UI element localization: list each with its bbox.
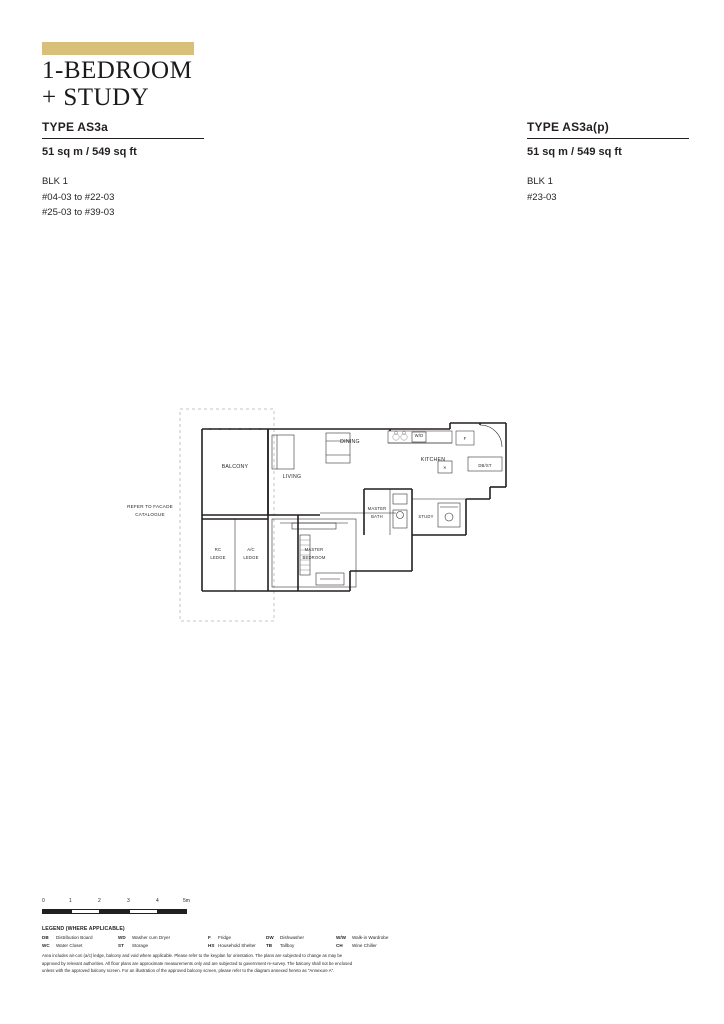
unit-type-block-as3a: [42, 120, 204, 221]
scale-segment: [71, 909, 100, 914]
scale-tick-2: 2: [98, 898, 101, 904]
scale-tick-1: 1: [69, 898, 72, 904]
room-label-study: STUDY: [418, 514, 434, 519]
unit-levels-line-1: #04-03 to #22-03: [42, 191, 115, 203]
disclaimer: [42, 952, 420, 975]
room-label-db-st: DB/ST: [478, 463, 492, 468]
legend-abbr: ST: [118, 942, 124, 948]
page-title-line-1: 1-BEDROOM: [42, 57, 193, 84]
unit-type-name: TYPE AS3a: [42, 120, 109, 134]
disclaimer-line-1: Area includes air-con (a/c) ledge, balcony and void where applicable. Please refer to the keyplan for orientation. The plans are subjected to change as may be: [42, 953, 343, 958]
scale-tick-4: 4: [156, 898, 159, 904]
disclaimer-line-2: approved by relevant authorities. All floor plans are approximate measurements only and are subjected to government re-survey. The balcony shall not be enclosed: [42, 960, 353, 966]
legend-abbr: F: [208, 935, 211, 940]
legend-abbr: DB: [42, 935, 49, 940]
floor-plan-drawing: [150, 395, 580, 635]
legend-desc: Household Shelter: [218, 942, 256, 948]
fixture-label-wc: ✕: [443, 465, 447, 470]
legend-title: LEGEND (WHERE APPLICABLE): [42, 926, 125, 932]
scale-segment: [42, 909, 71, 914]
unit-levels-line-2: #25-03 to #39-03: [42, 207, 115, 219]
scale-segment: [129, 909, 158, 914]
legend: [42, 926, 442, 949]
legend-abbr: DW: [266, 935, 274, 940]
scale-segment: [100, 909, 129, 914]
appliance-label-fridge: F: [463, 436, 467, 441]
legend-abbr: W/W: [336, 935, 346, 940]
scale-segment: [158, 909, 187, 914]
scale-tick-5: 5m: [183, 898, 190, 904]
unit-levels-line-1: #23-03: [527, 191, 557, 203]
room-label-master-bath-line1: MASTER: [367, 506, 387, 511]
legend-desc: Dishwasher: [280, 935, 304, 940]
unit-block: BLK 1: [527, 176, 553, 187]
room-label-master-bath-line2: BATH: [371, 514, 383, 519]
legend-desc: Distribution Board: [56, 935, 93, 940]
unit-block: BLK 1: [42, 176, 68, 187]
room-label-bedroom-line2: BEDROOM: [302, 555, 326, 560]
legend-desc: Wine Chiller: [352, 942, 377, 948]
legend-desc: Tallboy: [280, 942, 295, 948]
legend-desc: Walk-in Wardrobe: [352, 935, 389, 940]
room-label-ac-ledge-line1: A/C: [247, 547, 255, 552]
scale-tick-0: 0: [42, 898, 45, 904]
scale-tick-3: 3: [127, 898, 130, 904]
legend-desc: Water Closet: [56, 942, 83, 948]
scale-bar-ticks: [42, 898, 242, 906]
page-title: [42, 57, 192, 111]
room-label-kitchen: KITCHEN: [420, 457, 446, 463]
legend-abbr: CH: [336, 942, 343, 948]
unit-area: 51 sq m / 549 sq ft: [42, 146, 137, 158]
unit-type-block-as3ap: [527, 120, 689, 205]
appliance-label-washer-dryer: W/D: [414, 433, 424, 438]
page-title-line-2: + STUDY: [42, 84, 150, 111]
unit-type-divider: [42, 138, 204, 139]
room-label-dining: DINING: [340, 439, 360, 445]
room-label-bedroom-line1: MASTER: [304, 547, 324, 552]
legend-desc: Fridge: [218, 935, 232, 940]
unit-area: 51 sq m / 549 sq ft: [527, 146, 622, 158]
legend-abbr: WC: [42, 942, 50, 948]
legend-grid: [42, 934, 442, 949]
legend-abbr: WD: [118, 935, 126, 940]
gold-accent-bar: [42, 42, 194, 55]
legend-desc: Washer cum Dryer: [132, 935, 171, 940]
room-label-ac-ledge-line2: LEDGE: [243, 555, 259, 560]
unit-type-name: TYPE AS3a(p): [527, 120, 609, 134]
legend-abbr: TB: [266, 942, 273, 948]
room-label-living: LIVING: [282, 474, 302, 480]
room-label-rc-ledge-line2: LEDGE: [210, 555, 226, 560]
room-label-rc-ledge-line1: RC: [214, 547, 222, 552]
scale-bar-segments: [42, 909, 242, 914]
scale-bar: [42, 898, 242, 918]
room-label-balcony: BALCONY: [221, 464, 249, 470]
disclaimer-line-3: unless with the approved balcony screen. For an illustration of the approved balcony screen, please refer to the diagram annexed hereto as "Annexure A".: [42, 968, 335, 974]
facade-catalogue-note: REFER TO FACADE CATALOGUE: [127, 504, 173, 517]
legend-desc: Storage: [132, 942, 149, 948]
legend-abbr: HS: [208, 942, 215, 948]
unit-type-divider: [527, 138, 689, 139]
